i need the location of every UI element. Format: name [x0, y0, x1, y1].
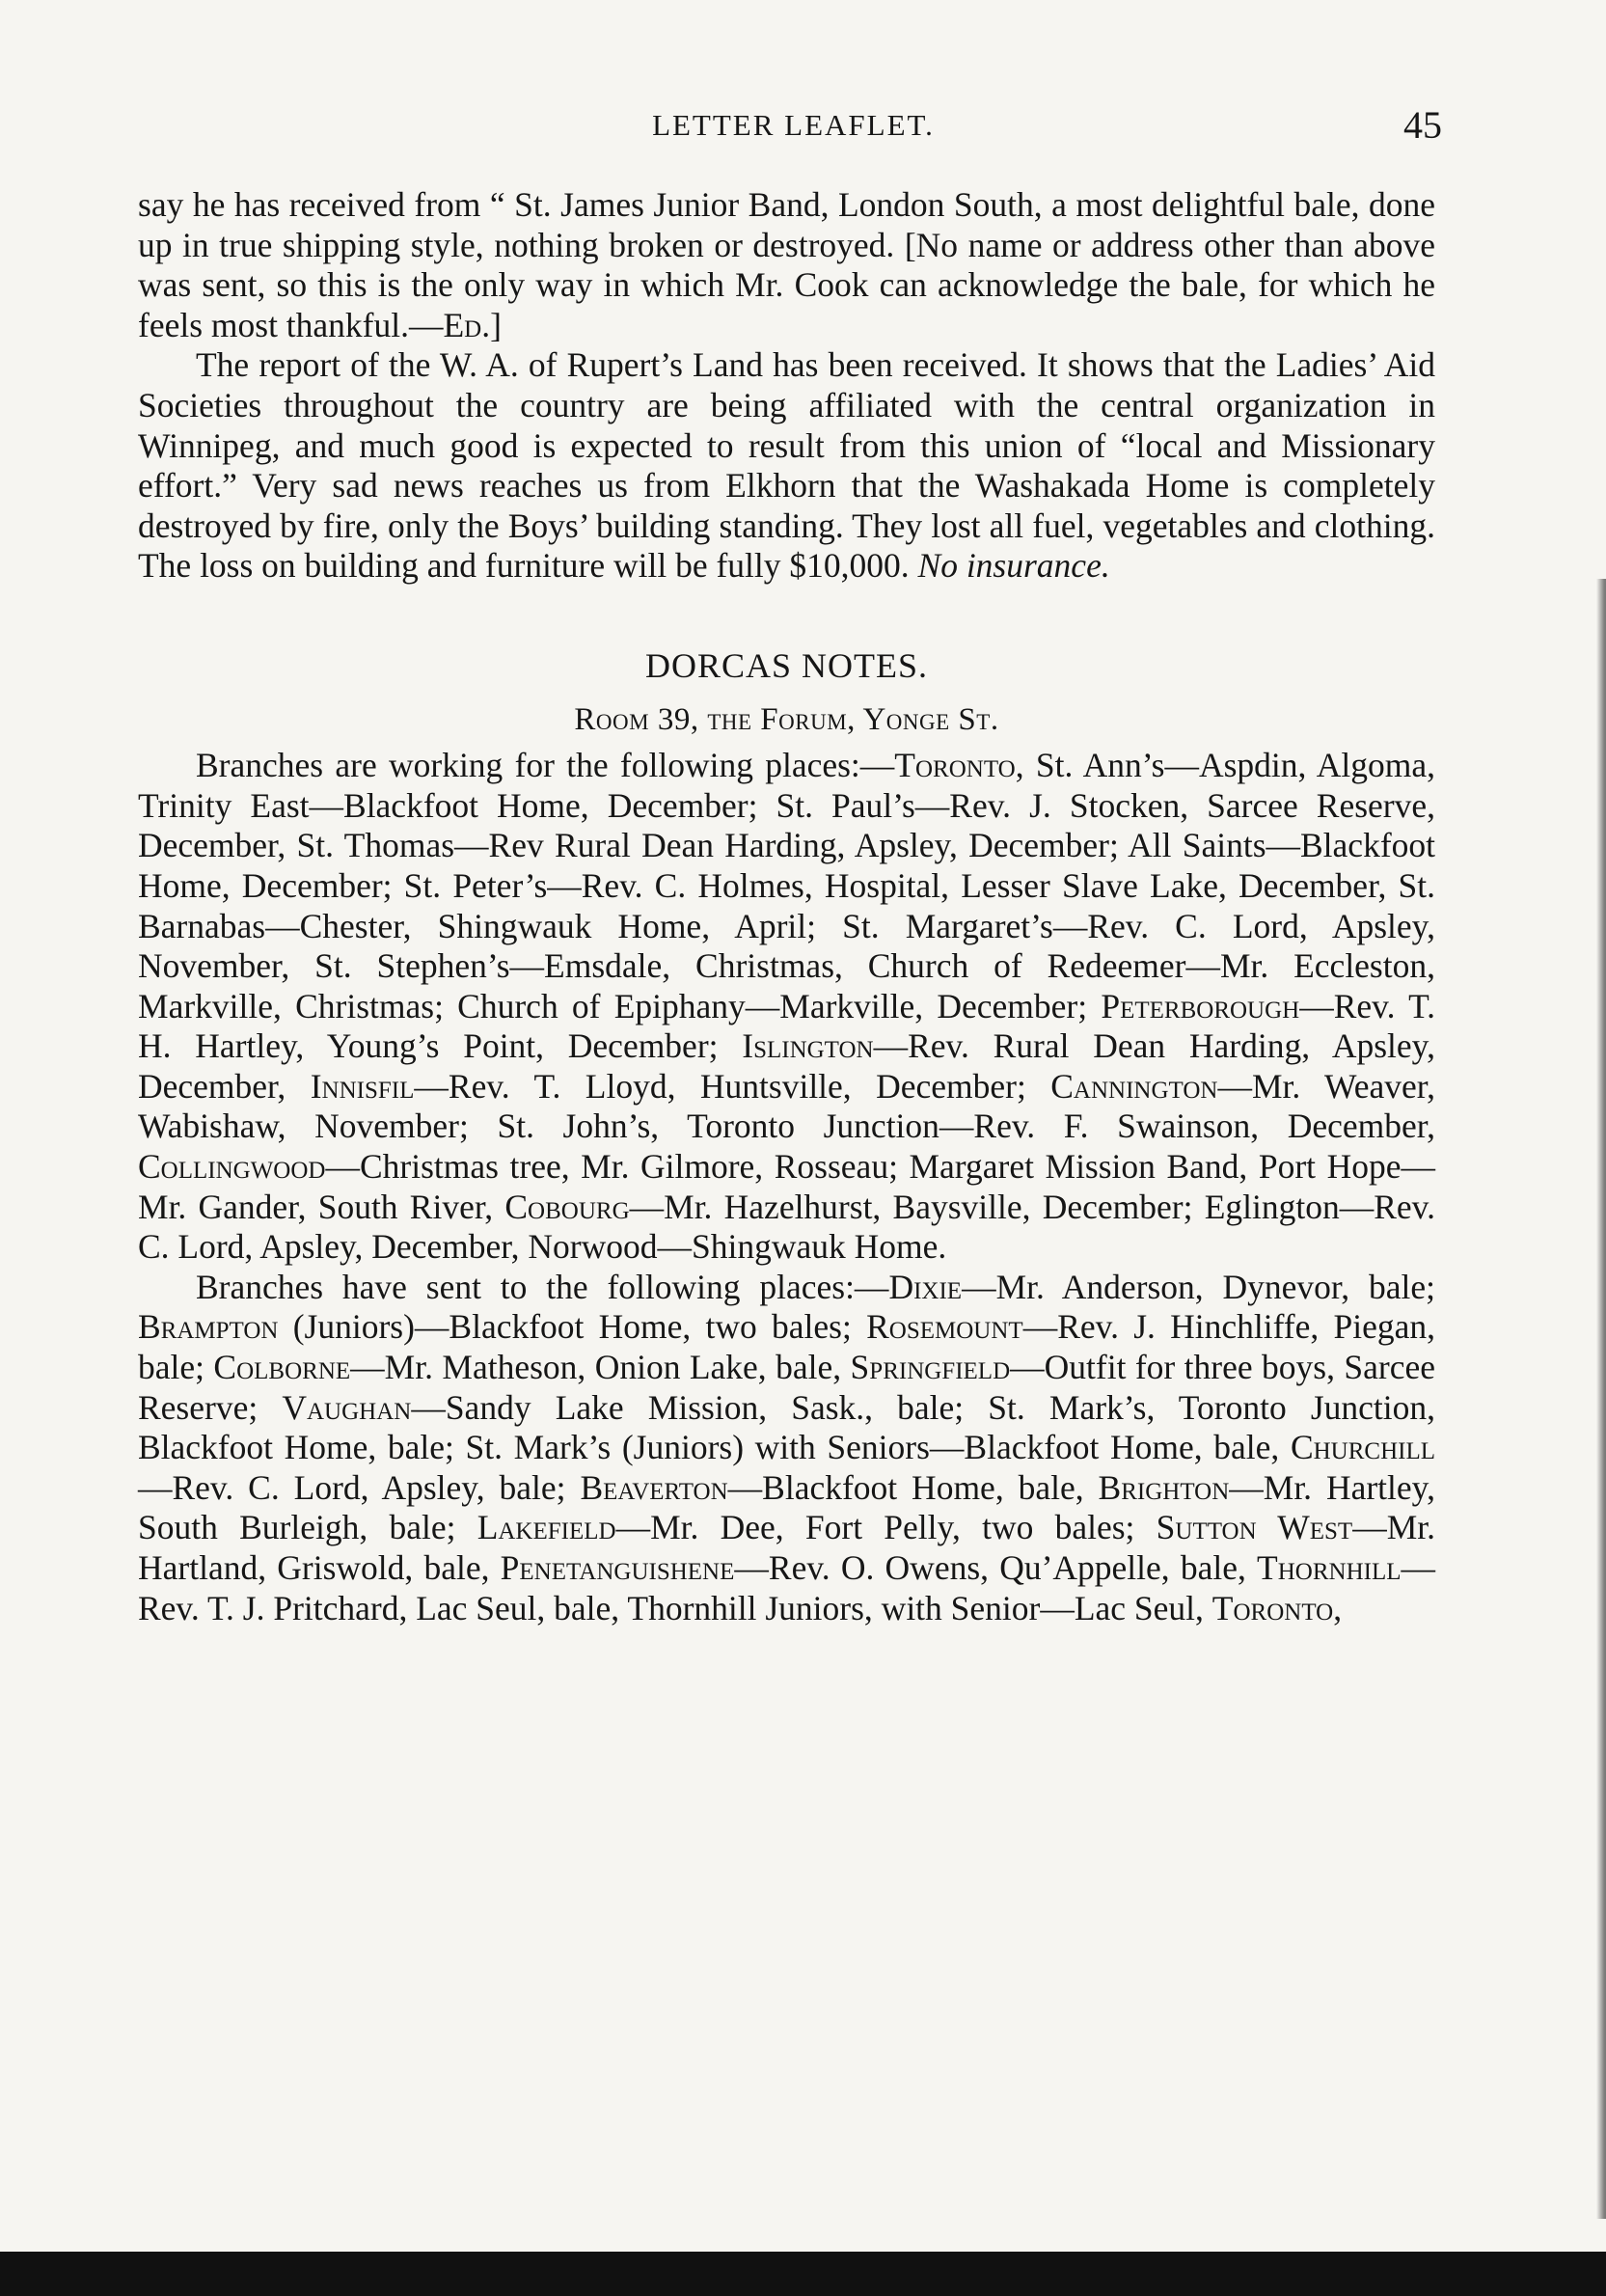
- italic-note: No insurance.: [917, 546, 1110, 586]
- scan-edge-shadow: [1596, 579, 1606, 2219]
- text-run: , St. Ann’s—Aspdin, Algoma, Trinity East—Blackfoot Home, December; St. Paul’s—Rev. J. Stocken, Sarcee Reserve, December, St. Thomas—Rev Rural Dean Harding, Apsley, December; All Saints—Blackfoot Home, December; St. Peter’s—Rev. C. Holmes, Hospital, Lesser Slave Lake, December, St. Barnabas—Chester, Shingwauk Home, April; St. Margaret’s—Rev. C. Lord, Apsley, November, St. Stephen’s—Emsdale, Christmas, Church of Redeemer—Mr. Eccleston, Markville, Christmas; Church of Epiphany—Markville, December;: [138, 746, 1435, 1025]
- place-name: Vaughan: [282, 1387, 412, 1427]
- place-name: Colborne: [213, 1348, 351, 1387]
- text-run: —Rev. O. Owens, Qu’Appelle, bale,: [734, 1548, 1258, 1587]
- place-name: Toronto: [894, 746, 1016, 785]
- text-run: —Blackfoot Home, bale,: [727, 1467, 1099, 1507]
- text-run: —Christmas tree, Mr. Gilmore, Rosseau; Margaret Mission Band, Port Hope—Mr. Gander, South River,: [138, 1147, 1435, 1226]
- text-run: Branches are working for the following places:—: [196, 746, 895, 785]
- text-run: —Mr. Anderson, Dynevor, bale;: [962, 1267, 1435, 1306]
- closing-bracket: ]: [490, 305, 502, 344]
- place-name: Cobourg: [504, 1187, 630, 1226]
- text-run: —Outfit for three boys, Sarcee Reserve;: [138, 1348, 1436, 1427]
- place-name: Lakefield: [476, 1508, 616, 1547]
- running-header: [145, 103, 1442, 166]
- place-name: Sutton West: [1156, 1508, 1353, 1547]
- section-subtitle: Room 39, the Forum, Yonge St.: [574, 701, 999, 737]
- text-run: —Rev. Rural Dean Harding, Apsley, December,: [138, 1026, 1435, 1106]
- place-name: Rosemount: [866, 1307, 1023, 1347]
- paragraph-text: The report of the W. A. of Rupert’s Land has been received. It shows that the Ladies’ Aid Societies throughout the country are being affiliated with the central organization in Winnipeg, and much good is expected to result from this union of “local and Missionary effort.” Very sad news reaches us from Elkhorn that the Washakada Home is completely destroyed by fire, only the Boys’ building standing. They lost all fuel, vegetables and clothing. The loss on building and furniture will be fully $10,000.: [138, 345, 1435, 586]
- text-run: —Mr. Hartland, Griswold, bale,: [138, 1508, 1436, 1587]
- paragraph-bale-acknowledgement: [138, 185, 1435, 345]
- paragraph-text: say he has received from “ St. James Junior Band, London South, a most delightful bale, done up in true shipping style, nothing broken or destroyed. [No name or address other than above was sent, so this is the only way in which Mr. Cook can acknowledge the bale, for which he feels most thankful.—: [138, 185, 1435, 344]
- text-run: —Rev. J. Hinchliffe, Piegan, bale;: [138, 1307, 1435, 1387]
- editor-mark: Ed.: [443, 305, 491, 344]
- place-name: Beaverton: [580, 1467, 728, 1507]
- text-run: —Mr. Matheson, Onion Lake, bale,: [350, 1348, 851, 1387]
- place-name: Brighton: [1098, 1467, 1230, 1507]
- text-run: —Mr. Weaver, Wabishaw, November; St. John’s, Toronto Junction—Rev. F. Swainson, December,: [138, 1066, 1435, 1146]
- place-name: Islington: [742, 1026, 874, 1066]
- text-run: ,: [1333, 1588, 1343, 1627]
- running-title: LETTER LEAFLET.: [652, 108, 935, 142]
- text-run: —Rev. T. J. Pritchard, Lac Seul, bale, Thornhill Juniors, with Senior—Lac Seul,: [138, 1548, 1435, 1627]
- text-run: —Rev. C. Lord, Apsley, bale;: [138, 1467, 581, 1507]
- scan-bottom-border: [0, 2252, 1606, 2296]
- place-name: Collingwood: [138, 1147, 326, 1187]
- place-name: Dixie: [888, 1267, 963, 1306]
- place-name: Penetanguishene: [500, 1548, 735, 1587]
- paragraph-branches-sent: [138, 1268, 1435, 1628]
- place-name: Brampton: [138, 1307, 279, 1347]
- paragraph-rupert-report: [138, 345, 1435, 587]
- text-run: —Rev. T. Lloyd, Huntsville, December;: [414, 1066, 1051, 1106]
- text-run: —Mr. Hartley, South Burleigh, bale;: [138, 1467, 1435, 1547]
- text-run: —Sandy Lake Mission, Sask., bale; St. Mark’s, Toronto Junction, Blackfoot Home, bale; St. Mark’s (Juniors) with Seniors—Blackfoot Home, bale,: [138, 1387, 1436, 1467]
- place-name: Innisfil: [310, 1066, 415, 1106]
- place-name: Cannington: [1050, 1066, 1218, 1106]
- place-name: Churchill: [1290, 1428, 1435, 1467]
- text-run: (Juniors)—Blackfoot Home, two bales;: [278, 1307, 867, 1347]
- text-column: [138, 185, 1435, 1628]
- place-name: Toronto: [1211, 1588, 1334, 1627]
- page-number: 45: [1403, 103, 1442, 147]
- text-run: Branches have sent to the following places:—: [196, 1267, 889, 1306]
- place-name: Peterborough: [1101, 986, 1300, 1025]
- paragraph-branches-working: [138, 746, 1435, 1268]
- section-title: DORCAS NOTES.: [644, 645, 929, 685]
- place-name: Springfield: [850, 1348, 1011, 1387]
- text-run: —Mr. Dee, Fort Pelly, two bales;: [615, 1508, 1157, 1547]
- text-run: —Rev. T. H. Hartley, Young’s Point, December;: [138, 986, 1435, 1066]
- text-run: —Mr. Hazelhurst, Baysville, December; Eglington—Rev. C. Lord, Apsley, December, Norwood—Shingwauk Home.: [138, 1187, 1435, 1267]
- place-name: Thornhill: [1257, 1548, 1402, 1587]
